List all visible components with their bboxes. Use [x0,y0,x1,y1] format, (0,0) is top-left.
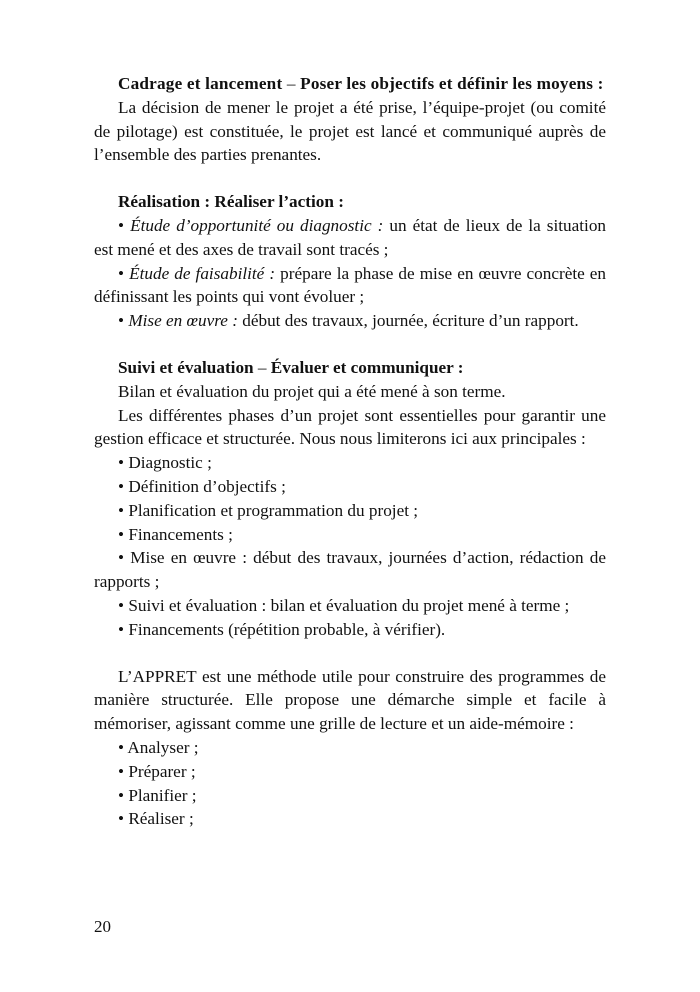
bullet-term: Mise en œuvre : [128,311,238,331]
heading-rest: Poser les objectifs et définir les moyens : [300,74,604,93]
list-item [94,475,606,499]
paragraph-bilan: Bilan et évaluation du projet qui a été mené à son terme. [118,381,506,401]
page-body [94,72,606,831]
bullet-icon: • [118,263,125,283]
bullet-icon: • [118,311,125,331]
spacer [94,167,606,190]
bullet-text: prépare la phase de mise en œuvre concrète en définissant les points qui vont évoluer ; [94,263,607,307]
heading-lead: Suivi et évaluation [118,357,254,377]
list-item [94,784,606,808]
bullet-icon: • [118,476,125,496]
list-item-text: Mise en œuvre : début des travaux, journées d’action, rédaction de rapports ; [94,548,606,592]
bullet-icon: • [118,619,125,639]
bullet-item [94,262,606,310]
list-item-text: Analyser ; [127,737,199,757]
list-item-text: Définition d’objectifs ; [128,476,286,496]
paragraph-phases: Les différentes phases d’un projet sont essentielles pour garantir une gestion efficace et structurée. Nous nous limiterons ici aux principales : [94,405,606,449]
list-item-text: Réaliser ; [128,809,194,829]
bullet-icon: • [118,215,125,235]
bullet-item [94,309,606,333]
list-item-text: Diagnostic ; [128,453,212,473]
bullet-icon: • [118,500,125,520]
bullet-icon: • [118,524,125,544]
spacer [94,642,606,665]
list-item-text: Planification et programmation du projet ; [128,500,419,520]
list-item [94,499,606,523]
list-item-text: Planifier ; [128,785,197,805]
section-heading-realisation: Réalisation : Réaliser l’action : [118,192,344,212]
bullet-icon: • [118,548,125,568]
list-item-text: Préparer ; [128,761,196,781]
list-item-text: Suivi et évaluation : bilan et évaluation du projet mené à terme ; [128,595,570,615]
bullet-icon: • [118,453,125,473]
list-item [94,546,606,594]
section-heading-cadrage [94,72,606,96]
list-item [94,760,606,784]
list-item [94,451,606,475]
bullet-text: début des travaux, journée, écriture d’un rapport. [237,311,579,331]
bullet-icon: • [118,809,125,829]
bullet-icon: • [118,737,125,757]
bullet-text: un état de lieux de la situation est mené et des axes de travail sont tracés ; [94,215,607,259]
list-item [94,594,606,618]
list-item [94,523,606,547]
bullet-term: Étude d’opportunité ou diagnostic : [130,215,384,235]
list-item [94,618,606,642]
bullet-term: Étude de faisabilité : [129,263,276,283]
heading-rest: Évaluer et communiquer : [270,357,464,377]
heading-dash: – [253,357,271,377]
list-item [94,736,606,760]
paragraph-cadrage: La décision de mener le projet a été prise, l’équipe-projet (ou comité de pilotage) est constituée, le projet est lancé et communiqué auprès de l’ensemble des parties prenantes. [94,97,606,165]
page-number: 20 [94,917,111,936]
bullet-icon: • [118,595,125,615]
heading-lead: Cadrage et lancement [118,74,283,93]
heading-dash: – [282,74,301,93]
list-item-text: Financements ; [128,524,233,544]
bullet-item [94,214,606,262]
list-item [94,807,606,831]
section-heading-suivi [94,356,606,380]
bullet-icon: • [118,761,125,781]
spacer [94,333,606,356]
list-item-text: Financements (répétition probable, à vérifier). [128,619,446,639]
bullet-icon: • [118,785,125,805]
paragraph-appret: L’APPRET est une méthode utile pour construire des programmes de manière structurée. Elle propose une démarche simple et facile à mémoriser, agissant comme une grille de lecture et un aide-mémoire : [94,666,606,734]
